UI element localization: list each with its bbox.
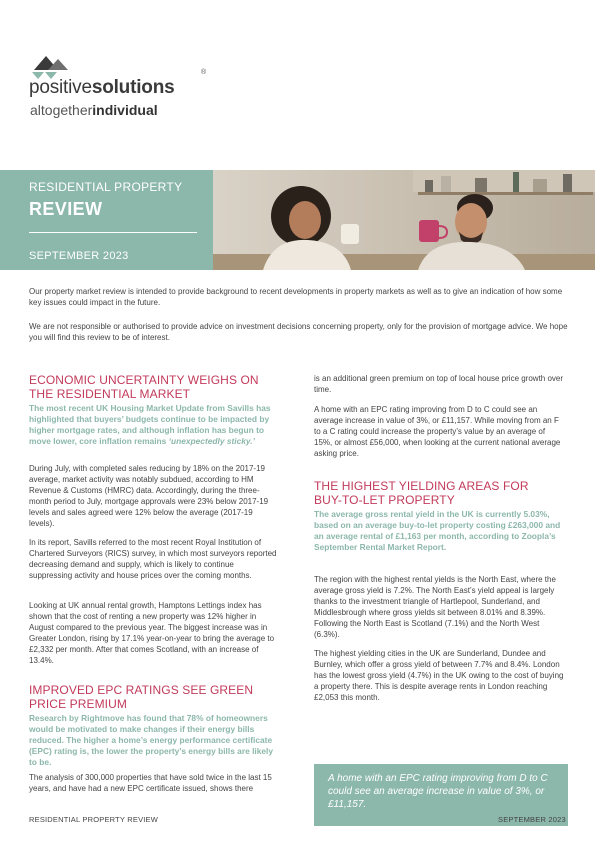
economic-heading-line-2: THE RESIDENTIAL MARKET <box>29 387 191 401</box>
hero-date: SEPTEMBER 2023 <box>29 250 129 262</box>
brand-name-bold: solutions <box>91 77 175 98</box>
yield-paragraph-2: The highest yielding cities in the UK are Sunderland, Dundee and Burnley, which offer a gross yield of between 7.7% and 8.4%. London has the lowest gross yield (4.7%) in the UK owing to the cost of buying a property there. This is despite average rents in London reaching £2,053 this month. <box>314 649 564 702</box>
footer-title: RESIDENTIAL PROPERTY REVIEW <box>29 815 159 824</box>
brand-name-regular: positive <box>29 77 92 98</box>
yield-heading-line-2: BUY-TO-LET PROPERTY <box>314 493 455 507</box>
yield-heading-line-1: THE HIGHEST YIELDING AREAS FOR <box>314 479 529 493</box>
hero-divider <box>29 232 197 233</box>
intro-paragraph-1: Our property market review is intended to provide background to recent developments in property markets as well as to give an indication of how some key issues could impact in the future. <box>29 287 563 307</box>
hero-photo <box>213 170 595 270</box>
economic-heading-line-1: ECONOMIC UNCERTAINTY WEIGHS ON <box>29 373 259 387</box>
brand-logo <box>29 77 174 99</box>
economic-heading <box>29 373 279 401</box>
hero-title: REVIEW <box>29 199 103 219</box>
economic-lead-text: The most recent UK Housing Market Update from Savills has highlighted that buyers’ budgets continue to be impacted by higher mortgage rates, and although inflation has begun to move lower, core inflation remains <box>29 403 271 446</box>
epc-paragraph-2: is an additional green premium on top of local house price growth over time. <box>314 374 564 394</box>
economic-lead-quote: ‘unexpectedly sticky.’ <box>168 436 255 446</box>
epc-paragraph-3: A home with an EPC rating improving from D to C could see an average increase in value of 3%, or £11,157. While moving from an F to a C rating could increase the property’s value by an average of 15%, or almost £56,000, when looking at the current national average asking price. <box>314 405 561 458</box>
epc-heading-line-2: PRICE PREMIUM <box>29 697 127 711</box>
yield-lead: The average gross rental yield in the UK is currently 5.03%, based on an average buy-to-let property costing £263,000 and an average rental of £1,163 per month, according to Zoopla’s September Rental Market Report. <box>314 509 561 552</box>
tagline-bold: individual <box>92 102 158 118</box>
pull-quote: A home with an EPC rating improving from D to C could see an average increase in value of 3%, or £11,157. <box>328 773 548 810</box>
epc-heading <box>29 683 279 711</box>
economic-paragraph-3: Looking at UK annual rental growth, Hamptons Lettings index has shown that the cost of renting a new property was 12% higher in August compared to the previous year. The biggest increase was in Greater London, rising by 17.1% year-on-year to bring the average to £2,332 per month. After that comes Scotland, with an increase of 13.4%. <box>29 601 275 665</box>
epc-heading-line-1: IMPROVED EPC RATINGS SEE GREEN <box>29 683 254 697</box>
epc-lead: Research by Rightmove has found that 78% of homeowners would be motivated to make changes if their energy bills reduced. The higher a home’s energy performance certificate (EPC) rating is, the lower the property’s energy bills are likely to be. <box>29 713 274 767</box>
epc-paragraph-1: The analysis of 300,000 properties that have sold twice in the last 15 years, and have had a new EPC certificate issued, shows there <box>29 773 272 793</box>
intro-paragraph-2: We are not responsible or authorised to provide advice on investment decisions concerning property, only for the provision of mortgage advice. We hope you will find this review to be of interest. <box>29 322 568 342</box>
brand-tagline <box>30 102 158 118</box>
hero-kicker: RESIDENTIAL PROPERTY <box>29 180 183 194</box>
economic-paragraph-1: During July, with completed sales reducing by 18% on the 2017-19 average, market activity was notably subdued, according to HM Revenue & Customs (HMRC) data. Accordingly, during the three-month period to July, mortgage approvals were 23% below 2017-19 levels and sales agreed were 12% below the average (2017-19 levels). <box>29 464 269 528</box>
yield-heading <box>314 479 564 507</box>
tagline-regular: altogether <box>30 102 93 118</box>
footer-date: SEPTEMBER 2023 <box>498 815 566 824</box>
yield-paragraph-1: The region with the highest rental yields is the North East, where the average gross yield is 7.2%. The North East’s yield appeal is largely thanks to the investment triangle of Hartlepool, Sunderland, and Middlesbrough where gross yields sit between 8.01% and 8.39%. Following the North East is Scotland (7.1%) and the North West (6.3%). <box>314 575 556 639</box>
registered-mark: ® <box>201 69 207 76</box>
economic-lead <box>29 403 279 447</box>
economic-paragraph-2: In its report, Savills referred to the most recent Royal Institution of Chartered Surveyors (RICS) survey, in which most surveyors reported decreasing demand and supply, which is likely to continue suppressing activity and house prices over the coming months. <box>29 538 277 580</box>
